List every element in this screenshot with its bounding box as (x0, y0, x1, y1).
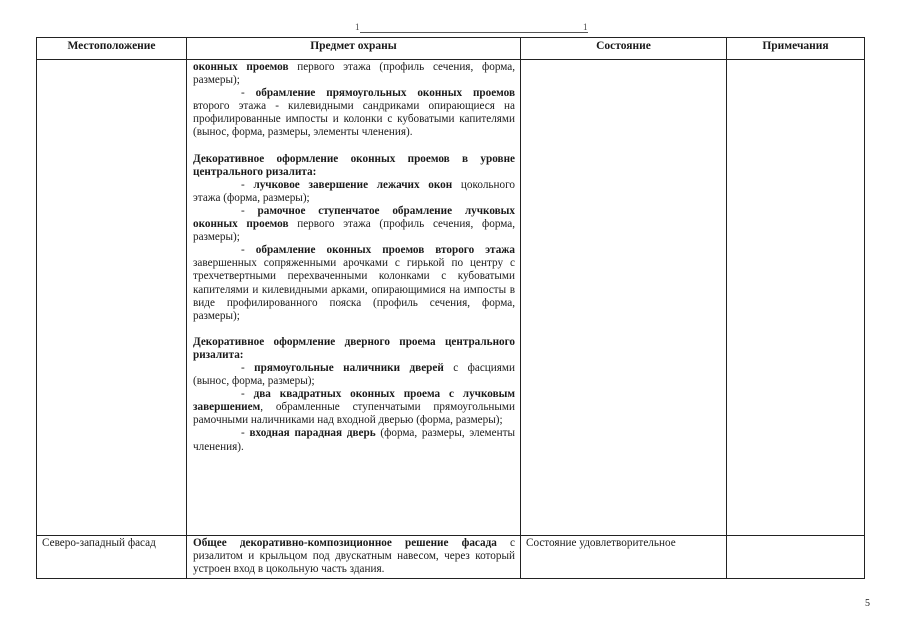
protection-table (36, 37, 865, 579)
paragraph: - прямоугольные наличники дверей с фасциями (вынос, форма, размеры); (193, 361, 515, 388)
paragraph: оконных проемов первого этажа (профиль сечения, форма, размеры); (193, 61, 516, 87)
header-location: Местоположение (37, 38, 187, 60)
cell-state (521, 60, 727, 536)
cell-subject (187, 536, 521, 579)
table-row (37, 60, 865, 536)
table-header-row (37, 38, 865, 60)
top-mark-right: 1 (583, 22, 588, 32)
header-notes: Примечания (727, 38, 865, 60)
cell-subject (187, 60, 521, 536)
cell-state: Состояние удовлетворительное (521, 536, 727, 579)
paragraph: Общее декоративно-композиционное решение фасада с ризалитом и крыльцом под двускатным навесом, через который устроен вход в цокольную часть здания. (193, 537, 516, 576)
top-rule (360, 32, 588, 33)
paragraph: - обрамление оконных проемов второго этажа завершенных сопряженными арочками с гирькой по центру с трехчетвертными перехваченными колонками с кубоватыми капителями и килевидными арками, опирающимися на импосты в виде профилированного пояска (профиль сечения, форма, размеры); (193, 244, 515, 322)
header-subject: Предмет охраны (187, 38, 521, 60)
paragraph: - входная парадная дверь (форма, размеры, элементы членения). (193, 427, 515, 453)
header-state: Состояние (521, 38, 727, 60)
cell-notes (727, 536, 865, 579)
cell-location (37, 60, 187, 536)
top-mark-left: 1 (355, 22, 360, 32)
page-number: 5 (865, 598, 870, 609)
paragraph: - лучковое завершение лежачих окон цокольного этажа (форма, размеры); (193, 178, 515, 204)
cell-location: Северо-западный фасад (37, 536, 187, 579)
paragraph: - два квадратных оконных проема с лучковым завершением, обрамленные ступенчатыми прямоугольными рамочными наличниками над входной дверью (форма, размеры); (193, 388, 515, 427)
cell-notes (727, 60, 865, 536)
paragraph: - рамочное ступенчатое обрамление лучковых оконных проемов первого этажа (профиль сечения, форма, размеры); (193, 204, 516, 244)
section-heading: Декоративное оформление дверного проема центрального ризалита: (193, 335, 515, 361)
section-heading: Декоративное оформление оконных проемов в уровне центрального ризалита: (193, 152, 515, 178)
paragraph: - обрамление прямоугольных оконных проемов второго этажа - килевидными сандриками опирающиеся на профилированные импосты и колонки с кубоватыми капителями (вынос, форма, размеры, элементы членения). (193, 87, 516, 139)
top-marks (0, 22, 905, 36)
table-row (37, 536, 865, 579)
